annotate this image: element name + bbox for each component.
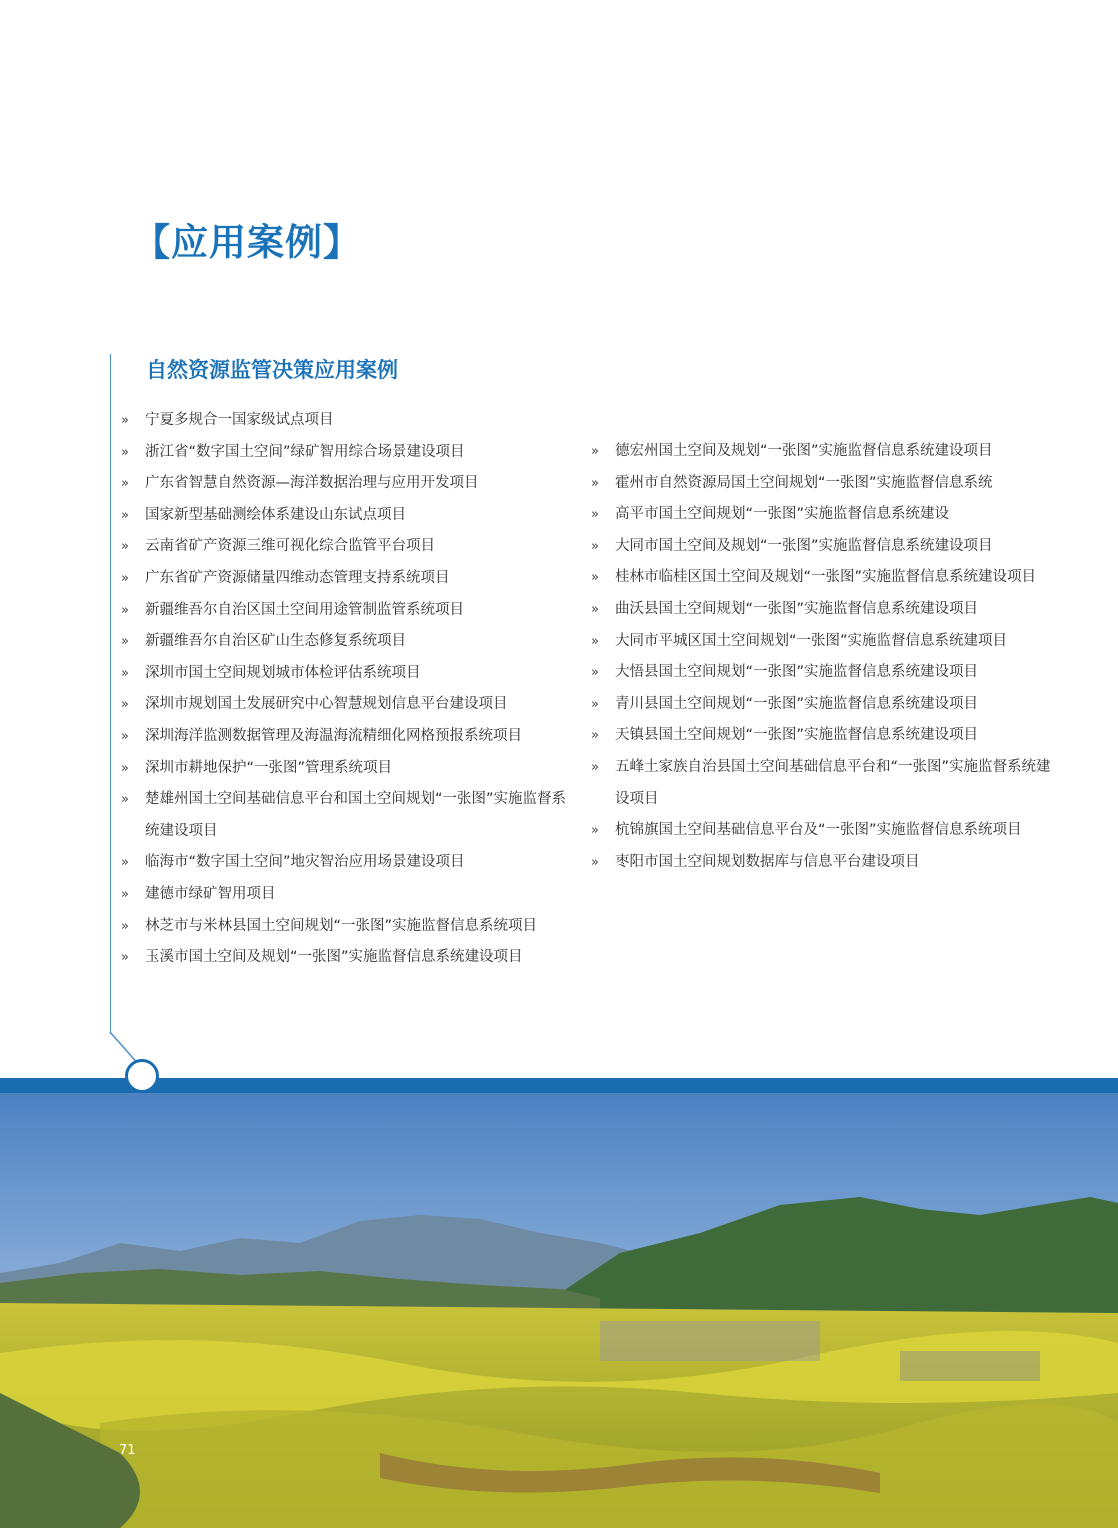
bullet-icon: » <box>121 634 129 650</box>
bullet-icon: » <box>591 696 599 712</box>
bullet-icon: » <box>121 792 129 808</box>
bullet-icon: » <box>591 823 599 839</box>
bullet-icon: » <box>121 444 129 460</box>
list-item: » 建德市绿矿智用项目 <box>118 879 580 911</box>
bullet-icon: » <box>121 760 129 776</box>
section-title: 自然资源监管决策应用案例 <box>146 358 398 382</box>
bullet-icon: » <box>591 507 599 523</box>
landscape-photo <box>0 1093 1118 1528</box>
bullet-icon: » <box>591 759 599 775</box>
section-rail-line <box>110 354 111 1034</box>
bullet-icon: » <box>591 570 599 586</box>
bullet-icon: » <box>121 539 129 555</box>
bullet-icon: » <box>591 665 599 681</box>
list-item: » 广东省智慧自然资源—海洋数据治理与应用开发项目 <box>118 468 580 500</box>
bullet-icon: » <box>121 413 129 428</box>
blue-divider-band <box>0 1078 1118 1093</box>
list-item: » 德宏州国土空间及规划“一张图”实施监督信息系统建设项目 <box>588 436 1078 468</box>
list-item: » 新疆维吾尔自治区国土空间用途管制监管系统项目 <box>118 595 580 627</box>
list-item: » 玉溪市国土空间及规划“一张图”实施监督信息系统建设项目 <box>118 942 580 974</box>
list-item: » 国家新型基础测绘体系建设山东试点项目 <box>118 500 580 532</box>
list-item: » 宁夏多规合一国家级试点项目 <box>118 405 580 437</box>
bullet-icon: » <box>121 476 129 492</box>
bullet-icon: » <box>591 601 599 617</box>
bullet-icon: » <box>121 665 129 681</box>
bullet-icon: » <box>591 633 599 649</box>
list-item: » 临海市“数字国土空间”地灾智治应用场景建设项目 <box>118 847 580 879</box>
bullet-icon: » <box>591 444 599 459</box>
list-item: » 青川县国土空间规划“一张图”实施监督信息系统建设项目 <box>588 689 1078 721</box>
bullet-icon: » <box>121 728 129 744</box>
list-item: » 杭锦旗国土空间基础信息平台及“一张图”实施监督信息系统项目 <box>588 815 1045 847</box>
left-case-list <box>118 405 580 974</box>
page-heading: 【应用案例】 <box>133 221 361 264</box>
list-item: » 曲沃县国土空间规划“一张图”实施监督信息系统建设项目 <box>588 594 1078 626</box>
divider-circle-marker <box>125 1059 159 1093</box>
bullet-icon: » <box>121 570 129 586</box>
list-item: » 霍州市自然资源局国土空间规划“一张图”实施监督信息系统 <box>588 468 1078 500</box>
bullet-icon: » <box>121 697 129 713</box>
list-item: » 深圳海洋监测数据管理及海温海流精细化网格预报系统项目 <box>118 721 580 753</box>
bullet-icon: » <box>121 507 129 523</box>
list-item: » 高平市国土空间规划“一张图”实施监督信息系统建设 <box>588 499 1078 531</box>
list-item: » 广东省矿产资源储量四维动态管理支持系统项目 <box>118 563 580 595</box>
list-item: » 天镇县国土空间规划“一张图”实施监督信息系统建设项目 <box>588 720 1078 752</box>
bullet-icon: » <box>121 918 129 934</box>
list-item: » 枣阳市国土空间规划数据库与信息平台建设项目 <box>588 847 1078 879</box>
bullet-icon: » <box>591 475 599 491</box>
bullet-icon: » <box>591 854 599 870</box>
list-item: » 五峰土家族自治县国土空间基础信息平台和“一张图”实施监督系统建设项目 <box>588 752 1063 815</box>
list-item: » 桂林市临桂区国土空间及规划“一张图”实施监督信息系统建设项目 <box>588 562 1078 594</box>
list-item: » 林芝市与米林县国土空间规划“一张图”实施监督信息系统项目 <box>118 911 580 943</box>
right-case-list <box>588 436 1078 878</box>
list-item: » 大悟县国土空间规划“一张图”实施监督信息系统建设项目 <box>588 657 1078 689</box>
list-item: » 云南省矿产资源三维可视化综合监管平台项目 <box>118 531 580 563</box>
page-number: 71 <box>119 1443 136 1458</box>
list-item: » 楚雄州国土空间基础信息平台和国土空间规划“一张图”实施监督系统建设项目 <box>118 784 575 847</box>
list-item: » 大同市平城区国土空间规划“一张图”实施监督信息系统建项目 <box>588 626 1078 658</box>
bullet-icon: » <box>121 886 129 902</box>
bullet-icon: » <box>591 728 599 744</box>
list-item: » 深圳市规划国土发展研究中心智慧规划信息平台建设项目 <box>118 689 580 721</box>
bullet-icon: » <box>121 855 129 871</box>
bullet-icon: » <box>591 538 599 554</box>
bullet-icon: » <box>121 602 129 618</box>
list-item: » 深圳市国土空间规划城市体检评估系统项目 <box>118 658 580 690</box>
list-item: » 浙江省“数字国土空间”绿矿智用综合场景建设项目 <box>118 437 580 469</box>
list-item: » 深圳市耕地保护“一张图”管理系统项目 <box>118 753 580 785</box>
list-item: » 大同市国土空间及规划“一张图”实施监督信息系统建设项目 <box>588 531 1078 563</box>
list-item: » 新疆维吾尔自治区矿山生态修复系统项目 <box>118 626 580 658</box>
bullet-icon: » <box>121 950 129 966</box>
